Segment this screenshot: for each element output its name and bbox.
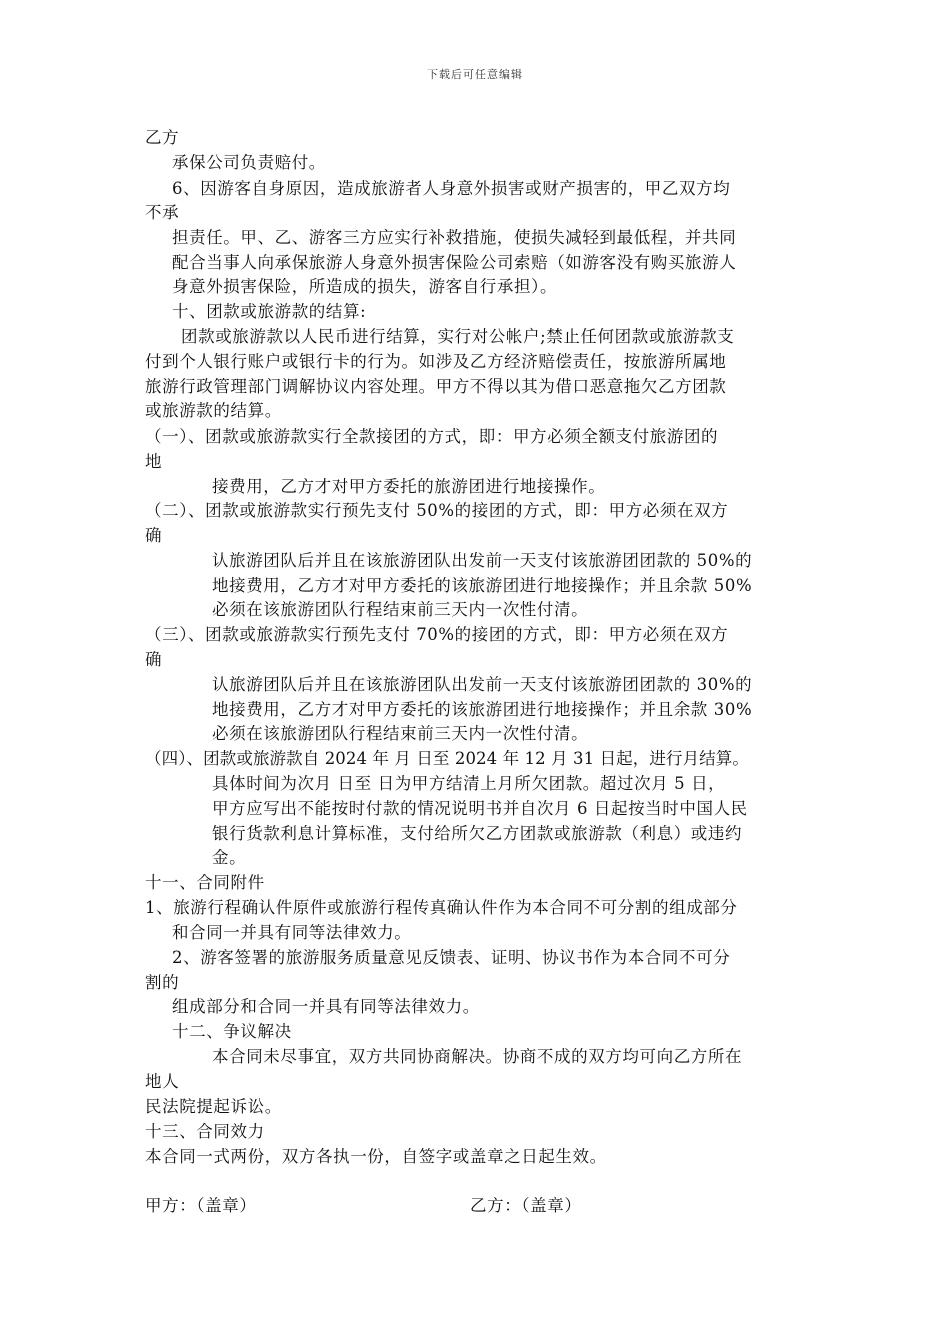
text-line: 配合当事人向承保旅游人身意外损害保险公司索赔（如游客没有购买旅游人: [172, 253, 737, 272]
text-line: 不承: [145, 203, 180, 222]
section-heading: 十二、争议解决: [172, 1022, 292, 1041]
text-line: 2、游客签署的旅游服务质量意见反馈表、证明、协议书作为本合同不可分: [172, 948, 731, 967]
text-line: 6、因游客自身原因，造成旅游者人身意外损害或财产损害的，甲乙双方均: [172, 179, 731, 198]
text-line: 接费用，乙方才对甲方委托的旅游团进行地接操作。: [212, 477, 606, 496]
text-line: 或旅游款的结算。: [145, 401, 282, 420]
text-line: 地接费用，乙方才对甲方委托的该旅游团进行地接操作；并且余款 30%: [212, 700, 753, 719]
text-line: 旅游行政管理部门调解协议内容处理。甲方不得以其为借口恶意拖欠乙方团款: [145, 377, 727, 396]
text-line: 确: [145, 650, 163, 669]
page-header: 下载后可任意编辑: [427, 68, 523, 81]
text-line: 担责任。甲、乙、游客三方应实行补救措施，使损失减轻到最低程，并共同: [172, 228, 737, 247]
text-line: 付到个人银行账户或银行卡的行为。如涉及乙方经济赔偿责任，按旅游所属地: [145, 352, 727, 371]
text-line: 本合同未尽事宜，双方共同协商解决。协商不成的双方均可向乙方所在: [212, 1047, 743, 1066]
section-heading: 十一、合同附件: [145, 873, 265, 892]
text-line: 和合同一并具有同等法律效力。: [172, 923, 412, 942]
text-line: 团款或旅游款以人民币进行结算，实行对公帐户;禁止任何团款或旅游款支: [181, 327, 735, 346]
text-line: 认旅游团队后并且在该旅游团队出发前一天支付该旅游团团款的 30%的: [212, 675, 753, 694]
text-line: 地接费用，乙方才对甲方委托的该旅游团进行地接操作；并且余款 50%: [212, 576, 753, 595]
text-line: 乙方: [145, 128, 180, 147]
text-line: 地人: [145, 1072, 180, 1091]
text-line: 认旅游团队后并且在该旅游团队出发前一天支付该旅游团团款的 50%的: [212, 551, 753, 570]
text-line: 确: [145, 526, 163, 545]
text-line: 银行货款利息计算标准，支付给所欠乙方团款或旅游款（利息）或违约: [212, 824, 743, 843]
text-line: 民法院提起诉讼。: [145, 1097, 282, 1116]
text-line: 本合同一式两份，双方各执一份，自签字或盖章之日起生效。: [145, 1147, 607, 1166]
text-line: （二）、团款或旅游款实行预先支付 50%的接团的方式，即：甲方必须在双方: [145, 501, 729, 520]
text-line: 甲方应写出不能按时付款的情况说明书并自次月 6 日起按当时中国人民: [212, 799, 748, 818]
text-line: 金。: [212, 848, 247, 867]
text-line: 组成部分和合同一并具有同等法律效力。: [172, 997, 480, 1016]
section-heading: 十三、合同效力: [145, 1122, 265, 1141]
text-line: 1、旅游行程确认件原件或旅游行程传真确认件作为本合同不可分割的组成部分: [145, 898, 738, 917]
section-heading: 十、团款或旅游款的结算:: [172, 302, 367, 321]
text-line: （四）、团款或旅游款自 2024 年 月 日至 2024 年 12 月 31 日起，进行月结算。: [145, 749, 749, 768]
party-b-signature: 乙方：（盖章）: [470, 1196, 582, 1215]
text-line: 地: [145, 452, 163, 471]
party-a-signature: 甲方：（盖章）: [145, 1196, 257, 1215]
text-line: 承保公司负责赔付。: [172, 153, 326, 172]
text-line: 必须在该旅游团队行程结束前三天内一次性付清。: [212, 600, 589, 619]
text-line: 身意外损害保险，所造成的损失，游客自行承担）。: [172, 277, 558, 296]
text-line: 必须在该旅游团队行程结束前三天内一次性付清。: [212, 724, 589, 743]
text-line: 割的: [145, 973, 180, 992]
text-line: （三）、团款或旅游款实行预先支付 70%的接团的方式，即：甲方必须在双方: [145, 625, 729, 644]
text-line: 具体时间为次月 日至 日为甲方结清上月所欠团款。超过次月 5 日，: [212, 774, 726, 793]
text-line: （一）、团款或旅游款实行全款接团的方式，即：甲方必须全额支付旅游团的: [145, 427, 719, 446]
